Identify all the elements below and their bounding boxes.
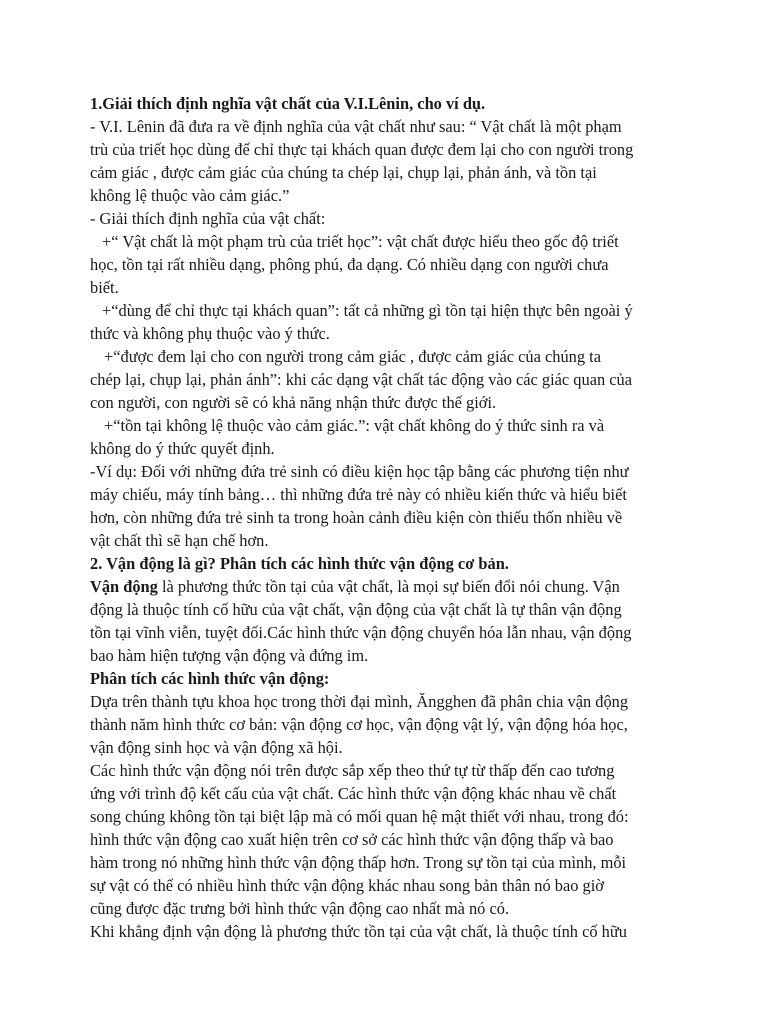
paragraph-line: không lệ thuộc vào cảm giác.”	[90, 186, 290, 205]
paragraph-line: máy chiếu, máy tính bảng… thì những đứa trẻ này có nhiều kiến thức và hiểu biết	[90, 485, 627, 504]
paragraph-line: Khi khẳng định vận động là phương thức tồn tại của vật chất, là thuộc tính cố hữu	[90, 922, 627, 941]
paragraph-line: trù của triết học dùng để chỉ thực tại khách quan được đem lại cho con người trong	[90, 140, 634, 159]
paragraph-line: tồn tại vĩnh viễn, tuyệt đối.Các hình thức vận động chuyển hóa lẫn nhau, vận động	[90, 623, 632, 642]
paragraph-line: biết.	[90, 278, 119, 297]
paragraph-line: hình thức vận động cao xuất hiện trên cơ sở các hình thức vận động thấp và bao	[90, 830, 614, 849]
definition-term: Vận động	[90, 577, 158, 596]
paragraph-line: vận động sinh học và vận động xã hội.	[90, 738, 343, 757]
paragraph-line: thức và không phụ thuộc vào ý thức.	[90, 324, 330, 343]
paragraph-line: - Giải thích định nghĩa của vật chất:	[90, 209, 326, 228]
paragraph-line: vật chất thì sẽ hạn chế hơn.	[90, 531, 269, 550]
paragraph-line: con người, con người sẽ có khả năng nhận thức được thế giới.	[90, 393, 497, 412]
paragraph-line: cũng được đặc trưng bởi hình thức vận động cao nhất mà nó có.	[90, 899, 510, 918]
paragraph-line: +“dùng để chỉ thực tại khách quan”: tất cả những gì tồn tại hiện thực bên ngoài ý	[102, 301, 633, 320]
paragraph-line: cảm giác , được cảm giác của chúng ta chép lại, chụp lại, phản ánh, và tồn tại	[90, 163, 597, 182]
paragraph-line: hàm trong nó những hình thức vận động thấp hơn. Trong sự tồn tại của mình, mỗi	[90, 853, 627, 872]
paragraph-line: - V.I. Lênin đã đưa ra về định nghĩa của vật chất như sau: “ Vật chất là một phạm	[90, 117, 622, 136]
paragraph-line: +“tồn tại không lệ thuộc vào cảm giác.”: vật chất không do ý thức sinh ra và	[104, 416, 605, 435]
paragraph-line: không do ý thức quyết định.	[90, 439, 275, 458]
paragraph-line: Các hình thức vận động nói trên được sắp xếp theo thứ tự từ thấp đến cao tương	[90, 761, 615, 780]
section1-heading: 1.Giải thích định nghĩa vật chất của V.I.Lênin, cho ví dụ.	[90, 94, 486, 113]
paragraph-line: động là thuộc tính cố hữu của vật chất, vận động của vật chất là tự thân vận động	[90, 600, 622, 619]
paragraph-line: chép lại, chụp lại, phản ánh”: khi các dạng vật chất tác động vào các giác quan của	[90, 370, 633, 389]
paragraph-line: học, tồn tại rất nhiều dạng, phông phú, đa dạng. Có nhiều dạng con người chưa	[90, 255, 609, 274]
paragraph-line: ứng với trình độ kết cấu của vật chất. Các hình thức vận động khác nhau về chất	[90, 784, 617, 803]
paragraph-line: hơn, còn những đứa trẻ sinh ta trong hoàn cảnh điều kiện còn thiếu thốn nhiều về	[90, 508, 623, 527]
paragraph-line: bao hàm hiện tượng vận động và đứng im.	[90, 646, 369, 665]
section2-heading: 2. Vận động là gì? Phân tích các hình thức vận động cơ bản.	[90, 554, 509, 573]
definition-line	[90, 575, 696, 598]
definition-text: là phương thức tồn tại của vật chất, là mọi sự biến đổi nói chung. Vận	[157, 577, 620, 596]
document-page	[90, 92, 696, 943]
paragraph-line: song chúng không tồn tại biệt lập mà có mối quan hệ mật thiết với nhau, trong đó:	[90, 807, 629, 826]
section2-subheading: Phân tích các hình thức vận động:	[90, 669, 330, 688]
paragraph-line: Dựa trên thành tựu khoa học trong thời đại mình, Ăngghen đã phân chia vận động	[90, 692, 629, 711]
paragraph-line: +“ Vật chất là một phạm trù của triết học”: vật chất được hiểu theo gốc độ triết	[102, 232, 619, 251]
paragraph-line: -Ví dụ: Đối với những đứa trẻ sinh có điều kiện học tập bằng các phương tiện như	[90, 462, 629, 481]
paragraph-line: thành năm hình thức cơ bản: vận động cơ học, vận động vật lý, vận động hóa học,	[90, 715, 628, 734]
paragraph-line: +“được đem lại cho con người trong cảm giác , được cảm giác của chúng ta	[104, 347, 601, 366]
paragraph-line: sự vật có thể có nhiều hình thức vận động khác nhau song bản thân nó bao giờ	[90, 876, 604, 895]
